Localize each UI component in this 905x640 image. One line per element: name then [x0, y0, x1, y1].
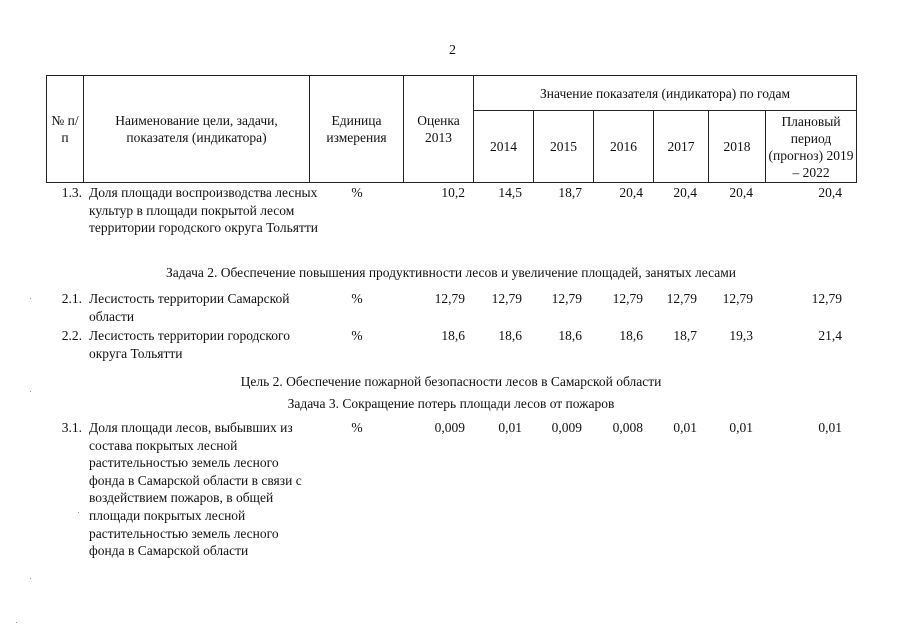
- header-year-2015: 2015: [534, 111, 594, 183]
- row-value-2016: 20,4: [619, 185, 643, 200]
- row-value-2017: 12,79: [666, 291, 697, 306]
- row-value-2013: 18,6: [441, 328, 465, 343]
- row-value-2017: 18,7: [673, 328, 697, 343]
- row-value-plan: 21,4: [818, 328, 842, 343]
- row-value-plan: 0,01: [818, 420, 842, 435]
- row-unit: %: [351, 420, 363, 435]
- row-value-2014: 0,01: [498, 420, 522, 435]
- row-unit: %: [351, 328, 363, 343]
- row-value-plan: 20,4: [818, 185, 842, 200]
- row-value-2018: 19,3: [729, 328, 753, 343]
- header-years-group: Значение показателя (индикатора) по годам: [474, 76, 857, 111]
- row-number: 3.1.: [61, 420, 82, 435]
- row-value-2016: 18,6: [619, 328, 643, 343]
- scan-speck: [30, 391, 31, 392]
- scan-speck: [78, 512, 79, 513]
- header-name: Наименование цели, задачи, показателя (индикатора): [84, 76, 310, 183]
- row-number: 2.1.: [61, 291, 82, 306]
- scan-speck: [16, 622, 17, 623]
- row-value-2014: 18,6: [498, 328, 522, 343]
- table-header: [46, 75, 857, 183]
- header-estimate: Оценка 2013: [404, 76, 474, 183]
- row-value-2017: 0,01: [673, 420, 697, 435]
- row-unit: %: [351, 291, 363, 306]
- row-number: 1.3.: [61, 185, 82, 200]
- row-value-2017: 20,4: [673, 185, 697, 200]
- row-value-2015: 12,79: [551, 291, 582, 306]
- scan-speck: [30, 298, 31, 299]
- row-number: 2.2.: [61, 328, 82, 343]
- header-year-2018: 2018: [709, 111, 766, 183]
- row-name: Лесистость территории городского округа Тольятти: [89, 328, 290, 361]
- header-unit: Единица измерения: [310, 76, 404, 183]
- scan-speck: [30, 578, 31, 579]
- row-value-2013: 10,2: [441, 185, 465, 200]
- row-value-2016: 0,008: [612, 420, 643, 435]
- row-value-2013: 12,79: [434, 291, 465, 306]
- row-value-2015: 18,7: [558, 185, 582, 200]
- header-year-2014: 2014: [474, 111, 534, 183]
- row-value-2018: 20,4: [729, 185, 753, 200]
- row-value-2015: 18,6: [558, 328, 582, 343]
- row-unit: %: [351, 185, 363, 200]
- goal-2-heading: Цель 2. Обеспечение пожарной безопасности лесов в Самарской области: [240, 374, 662, 389]
- header-year-2016: 2016: [594, 111, 654, 183]
- header-number: № п/п: [47, 76, 84, 183]
- row-value-2015: 0,009: [551, 420, 582, 435]
- header-plan: Плановый период (прогноз) 2019 – 2022: [766, 111, 857, 183]
- header-year-2017: 2017: [654, 111, 709, 183]
- row-name: Доля площади воспроизводства лесных культур в площади покрытой лесом территории городского округа Тольятти: [89, 185, 318, 236]
- row-name: Доля площади лесов, выбывших из состава покрытых лесной растительностью земель лесного фонда в Самарской области в связи с воздействием пожаров, в общей площади покрытых лесной растительностью земель лесного фонда в Самарской области: [89, 420, 302, 559]
- task-3-heading: Задача 3. Сокращение потерь площади лесов от пожаров: [287, 396, 615, 411]
- row-name: Лесистость территории Самарской области: [89, 291, 290, 324]
- row-value-plan: 12,79: [811, 291, 842, 306]
- row-value-2018: 12,79: [722, 291, 753, 306]
- row-value-2016: 12,79: [612, 291, 643, 306]
- row-value-2018: 0,01: [729, 420, 753, 435]
- row-value-2014: 14,5: [498, 185, 522, 200]
- task-2-heading: Задача 2. Обеспечение повышения продуктивности лесов и увеличение площадей, занятых лесами: [166, 265, 736, 280]
- row-value-2013: 0,009: [434, 420, 465, 435]
- page-number: 2: [449, 43, 456, 58]
- row-value-2014: 12,79: [491, 291, 522, 306]
